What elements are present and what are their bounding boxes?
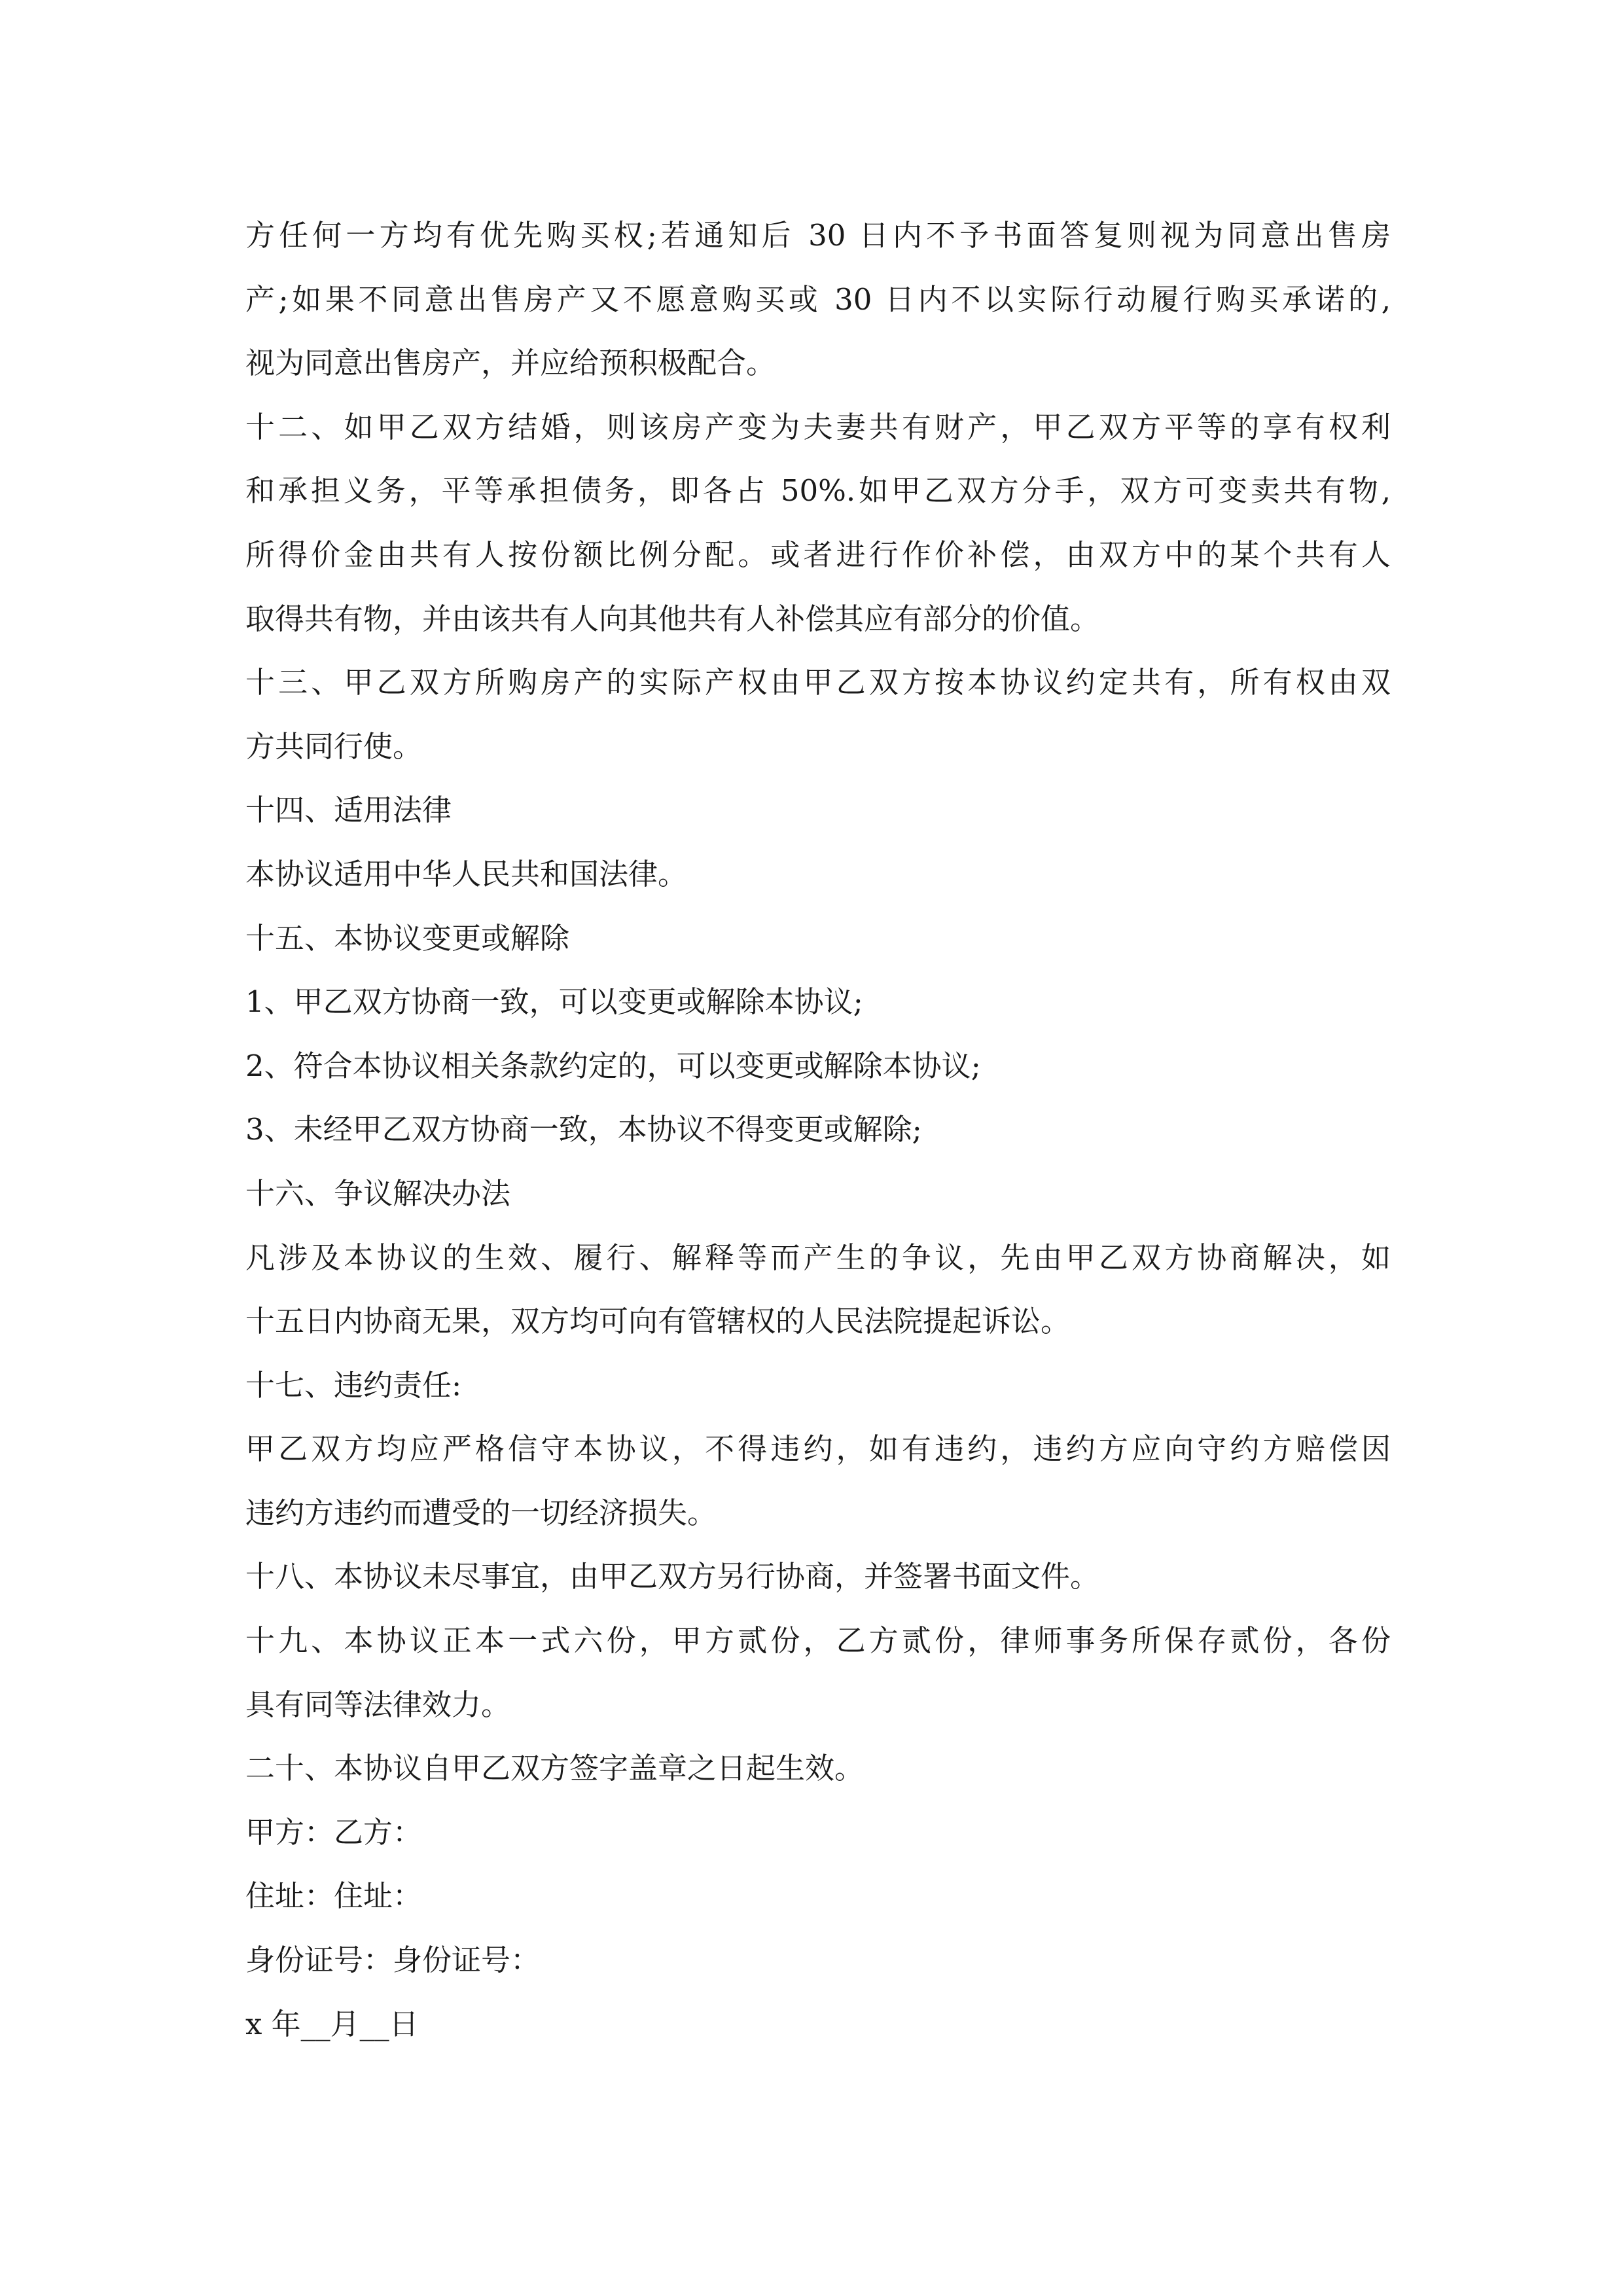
document-line: 产;如果不同意出售房产又不愿意购买或 30 日内不以实际行动履行购买承诺的, [245,281,1391,317]
document-line: 十五日内协商无果，双方均可向有管辖权的人民法院提起诉讼。 [245,1304,1071,1339]
document-line: 身份证号：身份证号： [245,1943,541,1978]
document-line: 方共同行使。 [245,728,423,764]
document-line: 十八、本协议未尽事宜，由甲乙双方另行协商，并签署书面文件。 [245,1559,1100,1594]
document-line: 本协议适用中华人民共和国法律。 [245,856,688,891]
document-body [245,204,1391,2056]
document-line: 1、甲乙双方协商一致，可以变更或解除本协议; [245,984,863,1020]
document-line: 二十、本协议自甲乙双方签字盖章之日起生效。 [245,1751,865,1786]
document-line: 3、未经甲乙双方协商一致，本协议不得变更或解除; [245,1112,922,1147]
document-line: 十七、违约责任: [245,1367,462,1403]
document-line: 视为同意出售房产，并应给预积极配合。 [245,346,776,381]
document-line: x 年__月__日 [245,2006,419,2041]
document-line: 所得价金由共有人按份额比例分配。或者进行作价补偿，由双方中的某个共有人 [245,537,1391,572]
document-line: 十九、本协议正本一式六份，甲方贰份，乙方贰份，律师事务所保存贰份，各份 [245,1623,1391,1659]
document-line: 和承担义务，平等承担债务，即各占 50%.如甲乙双方分手，双方可变卖共有物, [245,473,1391,509]
document-line: 取得共有物，并由该共有人向其他共有人补偿其应有部分的价值。 [245,601,1100,636]
document-line: 十五、本协议变更或解除 [245,920,570,956]
document-line: 2、符合本协议相关条款约定的，可以变更或解除本协议; [245,1048,981,1083]
document-line: 违约方违约而遭受的一切经济损失。 [245,1495,717,1530]
document-line: 十二、如甲乙双方结婚，则该房产变为夫妻共有财产，甲乙双方平等的享有权利 [245,409,1391,444]
document-line: 住址：住址： [245,1878,423,1914]
document-line: 甲乙双方均应严格信守本协议，不得违约，如有违约，违约方应向守约方赔偿因 [245,1431,1391,1467]
document-line: 凡涉及本协议的生效、履行、解释等而产生的争议，先由甲乙双方协商解决，如 [245,1240,1391,1275]
document-line: 方任何一方均有优先购买权;若通知后 30 日内不予书面答复则视为同意出售房 [245,218,1391,253]
document-line: 十六、争议解决办法 [245,1175,511,1211]
document-line: 十三、甲乙双方所购房产的实际产权由甲乙双方按本协议约定共有，所有权由双 [245,665,1391,700]
document-line: 十四、适用法律 [245,793,452,828]
document-line: 具有同等法律效力。 [245,1687,511,1722]
document-line: 甲方：乙方： [245,1814,423,1850]
